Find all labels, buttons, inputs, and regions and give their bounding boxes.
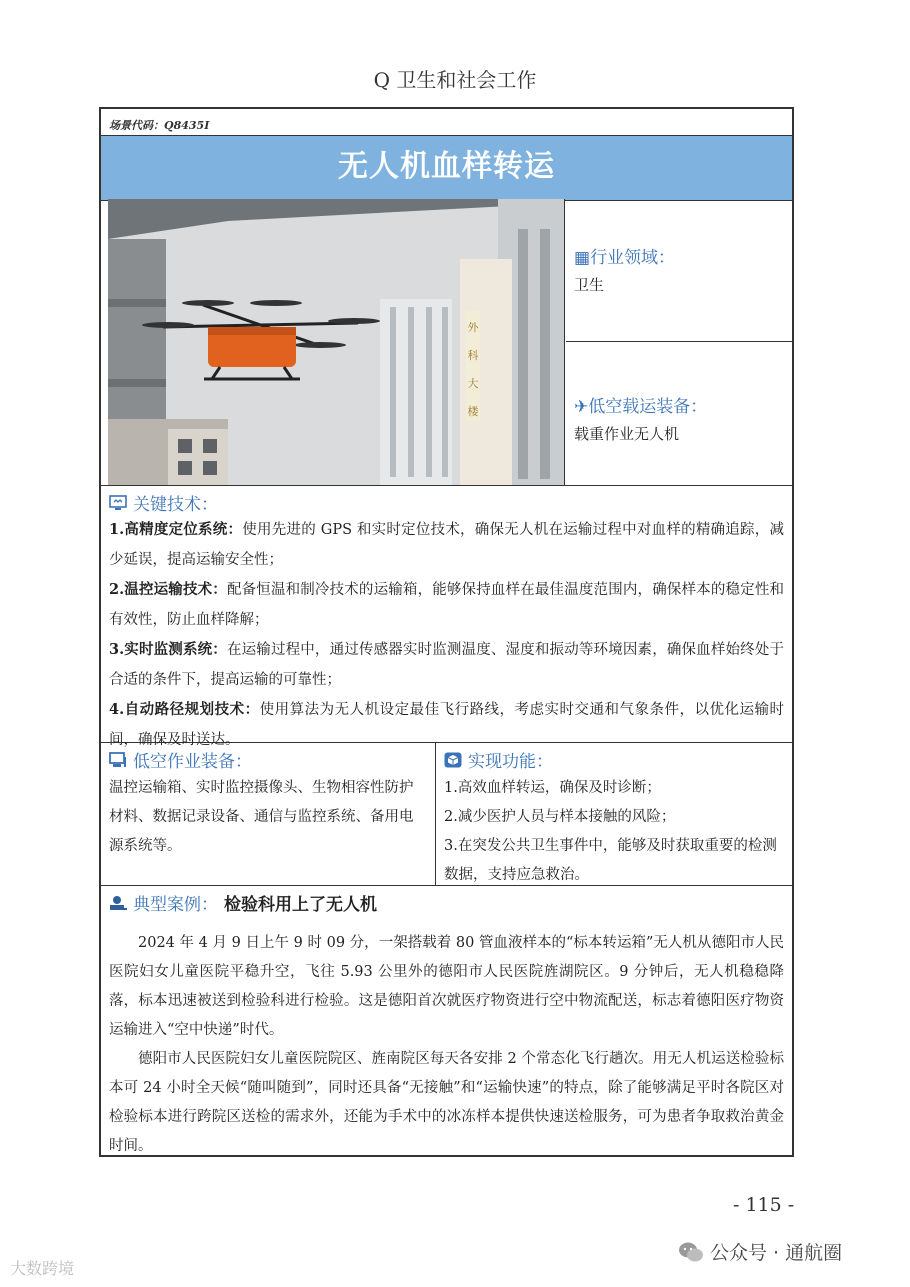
page-header: Q 卫生和社会工作 xyxy=(373,68,537,92)
watermark-right: 公众号 · 通航圈 xyxy=(678,1238,842,1265)
case-paragraph: 2024 年 4 月 9 日上午 9 时 09 分，一架搭载着 80 管血液样本的“标本转运箱”无人机从德阳市人民医院妇女儿童医院平稳升空，飞往 5.93 公里外的德阳市人民医院旌湖院区。9 分钟后，无人机稳稳降落，标本迅速被送到检验科进行检验。这是德阳首次就医疗物资进行空中物流配送，标志着德阳医疗物资运输进入“空中快递”时代。 xyxy=(109,935,784,1038)
wechat-icon xyxy=(678,1241,704,1263)
industry-panel xyxy=(566,199,792,342)
ops-equipment-text: 温控运输箱、实时监控摄像头、生物相容性防护材料、数据记录设备、通信与监控系统、备用电源系统等。 xyxy=(109,780,414,854)
screen-icon xyxy=(109,495,127,511)
scene-card xyxy=(99,107,794,1157)
scene-code: 场景代码：Q8435I xyxy=(109,119,210,132)
drone-photo xyxy=(108,199,565,485)
key-tech-section xyxy=(101,485,792,748)
building-sign: 外 xyxy=(467,321,479,334)
svg-text:楼: 楼 xyxy=(467,405,479,418)
equipment-panel xyxy=(566,342,792,485)
tech-item: 4.自动路径规划技术：使用算法为无人机设定最佳飞行路线，考虑实时交通和气象条件，以优化运输时间，确保及时送达。 xyxy=(109,701,784,748)
case-title: 典型案例： 检验科用上了无人机 xyxy=(109,890,784,915)
functions-section xyxy=(436,743,792,886)
grid-icon: ▦ xyxy=(574,248,591,268)
functions-list xyxy=(444,774,784,890)
tech-item: 1.高精度定位系统：使用先进的 GPS 和实时定位技术，确保无人机在运输过程中对血样的精确追踪，减少延误，提高运输安全性； xyxy=(109,521,784,568)
case-section xyxy=(101,886,792,1165)
svg-text:大: 大 xyxy=(467,377,479,390)
drone-icon: ✈ xyxy=(574,397,589,417)
user-icon xyxy=(109,895,127,911)
ops-equipment-section xyxy=(101,743,436,886)
industry-value: 卫生 xyxy=(574,276,605,294)
function-item: 2.减少医护人员与样本接触的风险； xyxy=(444,809,676,825)
monitor-icon xyxy=(109,752,127,768)
equipment-label: ✈低空载运装备： xyxy=(574,397,708,417)
tech-item: 2.温控运输技术：配备恒温和制冷技术的运输箱，能够保持血样在最佳温度范围内，确保样本的稳定性和有效性，防止血样降解； xyxy=(109,581,785,628)
industry-label: ▦行业领域： xyxy=(574,248,676,268)
function-item: 3.在突发公共卫生事件中，能够及时获取重要的检测数据，支持应急救治。 xyxy=(444,838,777,883)
equipment-value: 载重作业无人机 xyxy=(574,425,680,443)
page-number: - 115 - xyxy=(733,1194,795,1216)
tech-item: 3.实时监测系统：在运输过程中，通过传感器实时监测温度、湿度和振动等环境因素，确保血样始终处于合适的条件下，提高运输的可靠性； xyxy=(109,641,785,688)
cube-icon xyxy=(444,752,462,768)
card-title: 无人机血样转运 xyxy=(101,135,792,201)
watermark-left: 大数跨境 xyxy=(10,1259,75,1278)
ops-equipment-title: 低空作业装备： xyxy=(109,747,427,772)
svg-text:科: 科 xyxy=(467,349,479,362)
function-item: 1.高效血样转运，确保及时诊断； xyxy=(444,780,661,796)
key-tech-title: 关键技术： xyxy=(109,490,784,515)
case-paragraph: 德阳市人民医院妇女儿童医院院区、旌南院区每天各安排 2 个常态化飞行趟次。用无人机运送检验标本可 24 小时全天候“随叫随到”，同时还具备“无接触”和“运输快速”的特点，除了能够满足平时各院区对检验标本进行跨院区送检的需求外，还能为手术中的冰冻样本提供快速送检服务，可为患者争取救治黄金时间。 xyxy=(109,1051,784,1154)
functions-title: 实现功能： xyxy=(444,747,784,772)
